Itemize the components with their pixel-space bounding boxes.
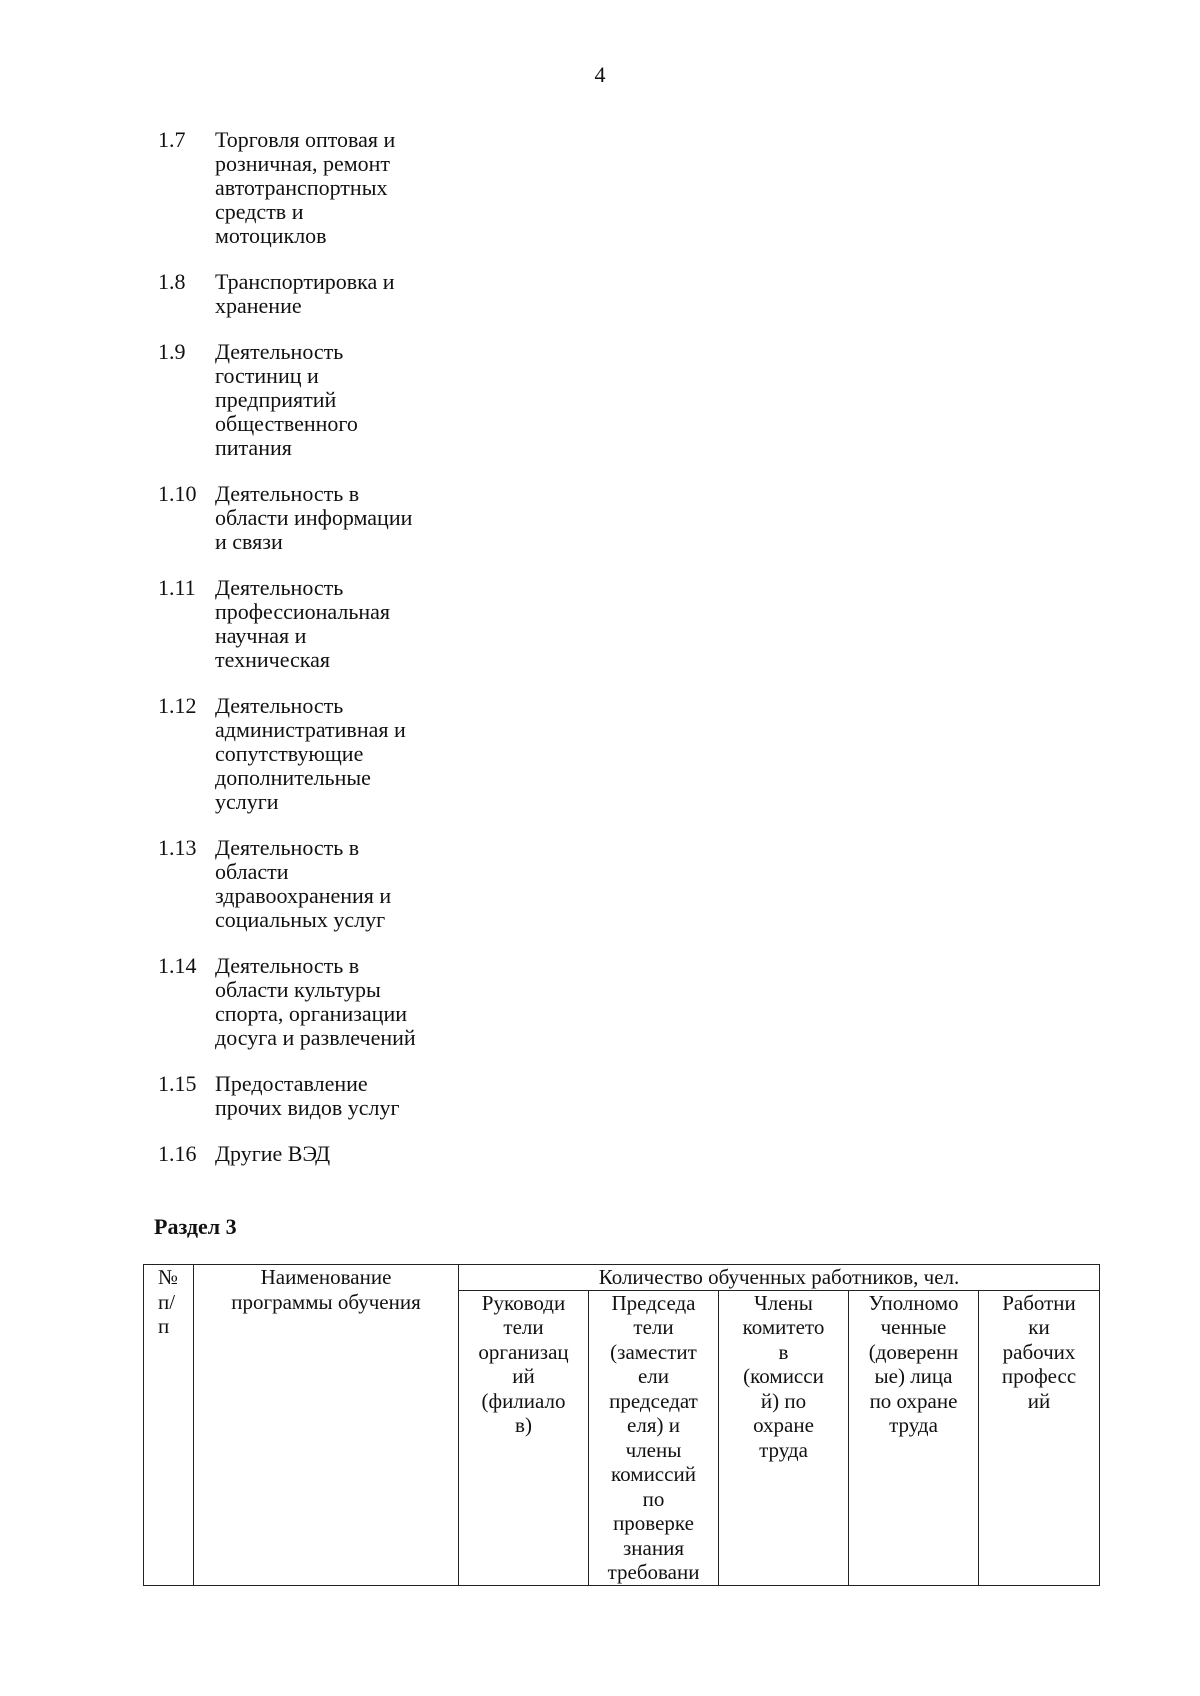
list-item <box>158 576 658 672</box>
item-number: 1.11 <box>158 575 196 600</box>
column-header-authorized-persons: Уполномо ченные (доверенн ые) лица по охране труда <box>849 1290 979 1585</box>
column-header-chairs: Председа тели (заместит ели председат еля) и члены комиссий по проверке знания требовани <box>589 1290 719 1585</box>
item-number: 1.8 <box>158 269 186 294</box>
section-title: Раздел 3 <box>154 1214 237 1239</box>
item-number: 1.9 <box>158 339 186 364</box>
item-number: 1.7 <box>158 127 186 152</box>
item-text: Деятельность профессиональная научная и техническая <box>215 575 391 672</box>
item-text: Транспортировка и хранение <box>215 269 395 318</box>
item-number: 1.12 <box>158 693 197 718</box>
training-table <box>143 1264 1100 1586</box>
list-item <box>158 270 658 318</box>
item-number: 1.15 <box>158 1071 197 1096</box>
item-text: Деятельность в области здравоохранения и социальных услуг <box>215 835 392 932</box>
column-header-committee-members: Члены комитето в (комисси й) по охране труда <box>719 1290 849 1585</box>
item-text: Другие ВЭД <box>215 1141 331 1166</box>
list-item <box>158 836 658 932</box>
item-number: 1.13 <box>158 835 197 860</box>
list-item <box>158 954 658 1050</box>
item-number: 1.14 <box>158 953 197 978</box>
item-text: Деятельность гостиниц и предприятий общественного питания <box>215 339 358 460</box>
item-number: 1.16 <box>158 1141 197 1166</box>
column-group-header: Количество обученных работников, чел. <box>459 1265 1100 1291</box>
list-item <box>158 340 658 460</box>
activity-list <box>158 128 658 1166</box>
list-item <box>158 1072 658 1120</box>
item-text: Деятельность административная и сопутствующие дополнительные услуги <box>215 693 406 814</box>
list-item <box>158 694 658 814</box>
list-item <box>158 128 658 248</box>
item-text: Деятельность в области информации и связи <box>215 481 413 554</box>
list-item <box>158 1142 658 1166</box>
list-item <box>158 482 658 554</box>
column-header-managers: Руководи тели организац ий (филиало в) <box>459 1290 589 1585</box>
column-header-workers: Работни ки рабочих професс ий <box>979 1290 1100 1585</box>
column-header-program: Наименование программы обучения <box>194 1265 459 1586</box>
item-text: Предоставление прочих видов услуг <box>215 1071 400 1120</box>
page-number: 4 <box>594 62 606 87</box>
item-number: 1.10 <box>158 481 197 506</box>
item-text: Деятельность в области культуры спорта, организации досуга и развлечений <box>215 953 416 1050</box>
column-header-number: № п/ п <box>144 1265 194 1586</box>
item-text: Торговля оптовая и розничная, ремонт автотранспортных средств и мотоциклов <box>215 127 396 248</box>
